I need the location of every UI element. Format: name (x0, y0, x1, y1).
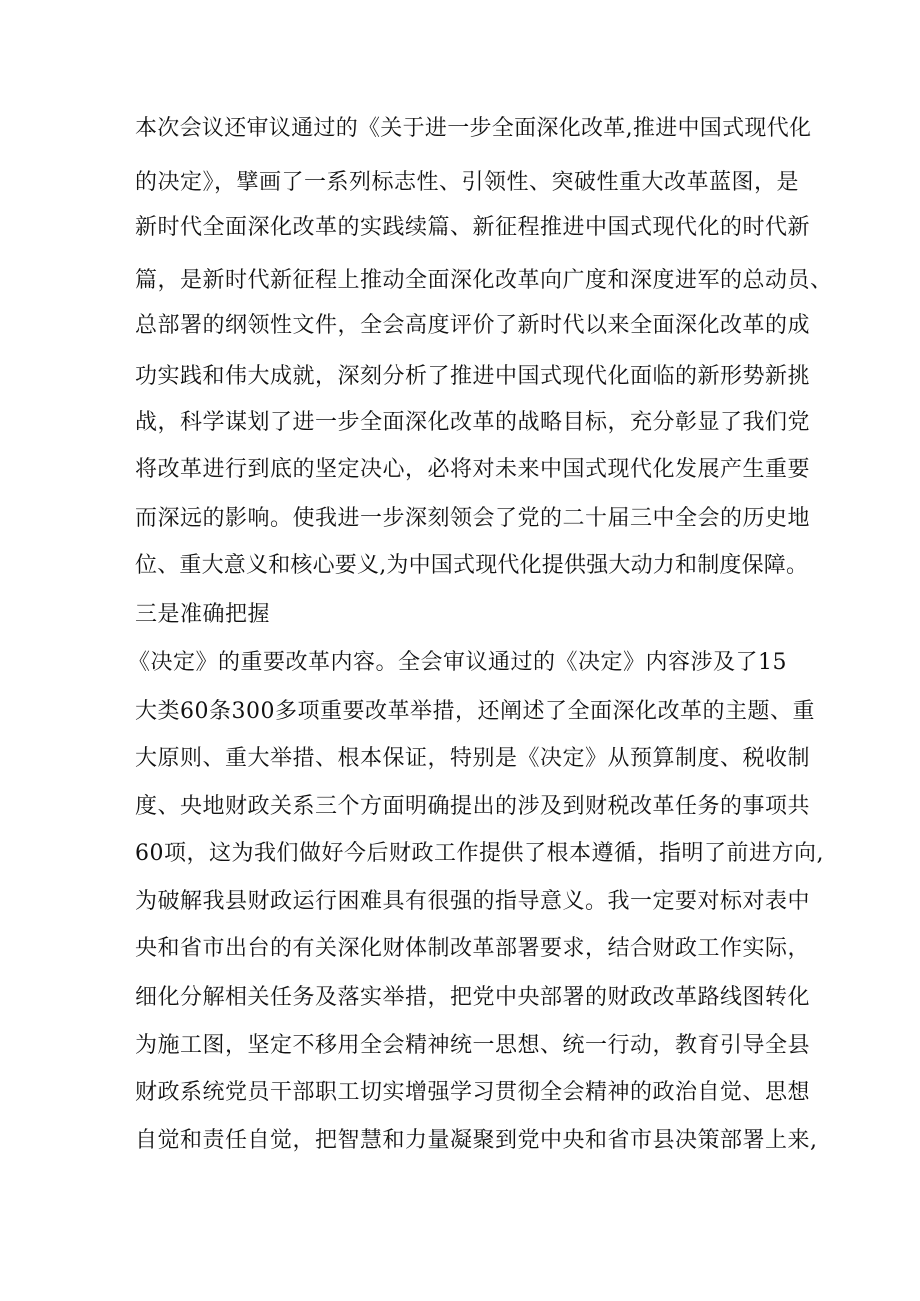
paragraph-line: 度、央地财政关系三个方面明确提出的涉及到财税改革任务的事项共 (135, 794, 811, 819)
paragraph-line: 的决定》，擘画了一系列标志性、引领性、突破性重大改革蓝图，是 (135, 170, 800, 195)
paragraph-line: 大类60条300多项重要改革举措，还阐述了全面深化改革的主题、重 (135, 699, 815, 724)
paragraph-line: 为破解我县财政运行困难具有很强的指导意义。我一定要对标对表中 (135, 889, 811, 914)
paragraph-line: 自觉和责任自觉，把智慧和力量凝聚到党中央和省市县决策部署上来, (135, 1128, 818, 1153)
paragraph-line: 央和省市出台的有关深化财体制改革部署要求，结合财政工作实际， (135, 936, 811, 961)
paragraph-line: 篇，是新时代新征程上推动全面深化改革向广度和深度进军的总动员、 (135, 268, 833, 293)
paragraph-line: 为施工图，坚定不移用全会精神统一思想、统一行动，教育引导全县 (135, 1033, 811, 1058)
paragraph-line: 而深远的影响。使我进一步深刻领会了党的二十届三中全会的历史地 (135, 506, 811, 531)
paragraph-line: 财政系统党员干部职工切实增强学习贯彻全会精神的政治自觉、思想 (135, 1080, 811, 1105)
paragraph-line: 将改革进行到底的坚定决心，必将对未来中国式现代化发展产生重要 (135, 457, 811, 482)
paragraph-line: 本次会议还审议通过的《关于进一步全面深化改革,推进中国式现代化 (135, 116, 812, 141)
paragraph-line: 60项，这为我们做好今后财政工作提供了根本遵循，指明了前进方向, (135, 841, 824, 866)
paragraph-line: 新时代全面深化改革的实践续篇、新征程推进中国式现代化的时代新 (135, 215, 811, 240)
paragraph-line: 位、重大意义和核心要义,为中国式现代化提供强大动力和制度保障。 (135, 553, 809, 578)
paragraph-line: 功实践和伟大成就，深刻分析了推进中国式现代化面临的新形势新挑 (135, 364, 811, 389)
paragraph-line: 大原则、重大举措、根本保证，特别是《决定》从预算制度、税收制 (135, 746, 811, 771)
paragraph-line: 总部署的纲领性文件，全会高度评价了新时代以来全面深化改革的成 (135, 313, 811, 338)
paragraph-line: 细化分解相关任务及落实举措，把党中央部署的财政改革路线图转化 (135, 985, 811, 1010)
paragraph-line: 《决定》的重要改革内容。全会审议通过的《决定》内容涉及了15 (128, 650, 787, 675)
section-heading-line: 三是准确把握 (135, 602, 271, 627)
paragraph-line: 战，科学谋划了进一步全面深化改革的战略目标，充分彰显了我们党 (135, 410, 811, 435)
